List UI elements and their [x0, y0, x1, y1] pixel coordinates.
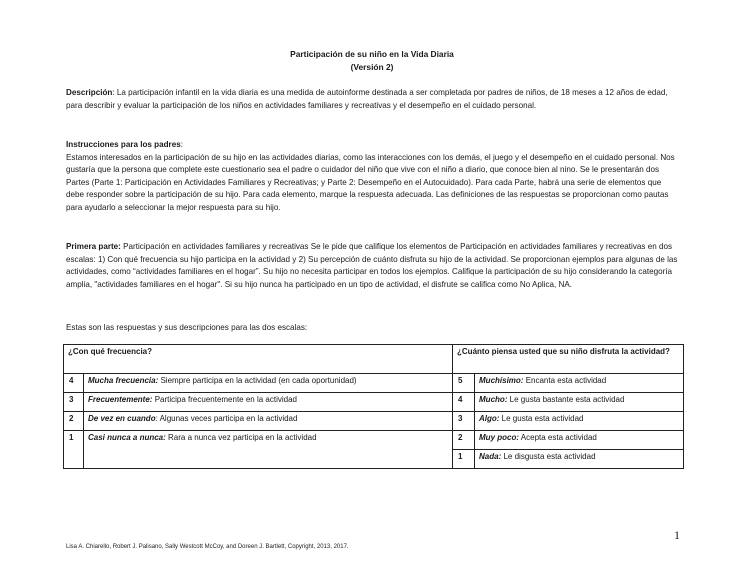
enjoyment-term: Muy poco:: [479, 433, 520, 442]
enjoyment-description: [475, 431, 684, 450]
frequency-number: 1: [64, 431, 84, 469]
frequency-text: Participa frecuentemente en la actividad: [152, 395, 297, 404]
instructions-text: Estamos interesados en la participación de su hijo en las actividades diarias, como las interacciones con los demás, el juego y el desempeño en el cuidado personal. Nos gustaría que la persona que complete este cuestionario sea el padre o cuidador del niño que vive con el niño a diario, que conoce bien al nino. Se le presentarán dos Partes (Parte 1: Participación en Actividades Familiares y Recreativas; y Parte 2: Desempeño en el Autocuidado). Para cada Parte, habrá una serie de elementos que debe responder sobre la participación de su hijo. Para cada elemento, marque la respuesta adecuada. Las definiciones de las respuestas se proporcionan como pautas para ayudarlo a seleccionar la mejor respuesta para su hijo.: [66, 152, 675, 212]
enjoyment-number: 3: [453, 412, 475, 431]
frequency-number: 4: [64, 374, 84, 393]
copyright-footer: Lisa A. Chiarello, Robert J. Palisano, Sally Westcott McCoy, and Doreen J. Bartlett, Copyright, 2013, 2017.: [66, 544, 349, 550]
description-text: : La participación infantil en la vida diaria es una medida de autoinforme destinada a ser completada por padres de niños, de 18 meses a 12 años de edad, para describir y evaluar la participación de los niños en actividades familiares y recreativas y el desempeño en el cuidado personal.: [66, 88, 668, 110]
description-label: Descripción: [66, 88, 113, 97]
document-title: Participación de su niño en la Vida Diaria: [290, 49, 454, 59]
frequency-description: [84, 393, 453, 412]
instructions-paragraph: Instrucciones para los padres: Estamos interesados en la participación de su hijo en las actividades diarias, como las interacciones con los demás, el juego y el desempeño en el cuidado personal. Nos gustaría que la persona que complete este cuestionario sea el padre o cuidador del niño que vive con el niño a diario, que conoce bien al nino. Se le presentarán dos Partes (Parte 1: Participación en Actividades Familiares y Recreativas; y Parte 2: Desempeño en el Autocuidado). Para cada Parte, habrá una serie de elementos que debe responder sobre la participación de su hijo. Para cada elemento, marque la respuesta adecuada. Las definiciones de las respuestas se proporcionan como pautas para ayudarlo a seleccionar la mejor respuesta para su hijo.: [66, 140, 675, 212]
part1-text: Participación en actividades familiares y recreativas Se le pide que califique los elementos de Participación en actividades familiares y recreativas en dos escalas: 1) Con qué frecuencia su hijo participa en la actividad y 2) Su percepción de cuánto disfruta su hijo de la actividad. Se proporcionan ejemplos para algunas de las actividades, como “actividades familiares en el hogar”. Su hijo no necesita participar en todos los ejemplos. Califique la participación de su hijo considerando la categoría amplia, "actividades familiares en el hogar". Si su hijo nunca ha participado en un tipo de actividad, el disfrute se califica como No Aplica, NA.: [66, 242, 678, 289]
enjoyment-number: 4: [453, 393, 475, 412]
frequency-term: Mucha frecuencia:: [88, 376, 159, 385]
enjoyment-text: Le gusta bastante esta actividad: [507, 395, 625, 404]
response-scales-table: [63, 344, 684, 469]
table-header-row: [64, 345, 684, 374]
table-row: [64, 374, 684, 393]
frequency-term: Casi nunca a nunca:: [88, 433, 166, 442]
frequency-text: : Algunas veces participa en la actividad: [155, 414, 298, 423]
frequency-term: Frecuentemente:: [88, 395, 153, 404]
part1-label: Primera parte:: [66, 242, 121, 251]
frequency-description: [84, 374, 453, 393]
scales-intro: Estas son las respuestas y sus descripciones para las dos escalas:: [66, 323, 308, 332]
enjoyment-text: Acepta esta actividad: [519, 433, 597, 442]
enjoyment-number: 2: [453, 431, 475, 450]
page-number: 1: [674, 528, 680, 542]
part1-paragraph: [66, 241, 680, 291]
enjoyment-term: Mucho:: [479, 395, 508, 404]
table-row: [64, 431, 684, 450]
frequency-description: [84, 431, 453, 469]
enjoyment-description: [475, 393, 684, 412]
enjoyment-description: [475, 450, 684, 469]
document-version: (Versión 2): [350, 62, 394, 72]
enjoyment-description: [475, 374, 684, 393]
enjoyment-text: Encanta esta actividad: [523, 376, 607, 385]
frequency-description: [84, 412, 453, 431]
enjoyment-text: Le gusta esta actividad: [499, 414, 584, 423]
frequency-header: ¿Con qué frecuencia?: [64, 345, 453, 374]
frequency-number: 2: [64, 412, 84, 431]
frequency-term: De vez en cuando: [88, 414, 156, 423]
instructions-label: Instrucciones para los padres: [66, 140, 181, 149]
enjoyment-term: Muchísimo:: [479, 376, 524, 385]
frequency-text: Rara a nunca vez participa en la actividad: [165, 433, 317, 442]
enjoyment-description: [475, 412, 684, 431]
table-row: [64, 393, 684, 412]
enjoyment-term: Nada:: [479, 452, 502, 461]
enjoyment-header: ¿Cuánto piensa usted que su niño disfruta la actividad?: [453, 345, 684, 374]
frequency-text: Siempre participa en la actividad (en cada oportunidad): [158, 376, 357, 385]
enjoyment-term: Algo:: [479, 414, 500, 423]
frequency-number: 3: [64, 393, 84, 412]
enjoyment-number: 1: [453, 450, 475, 469]
enjoyment-text: Le disgusta esta actividad: [501, 452, 596, 461]
table-row: [64, 412, 684, 431]
enjoyment-number: 5: [453, 374, 475, 393]
description-paragraph: [66, 87, 680, 112]
